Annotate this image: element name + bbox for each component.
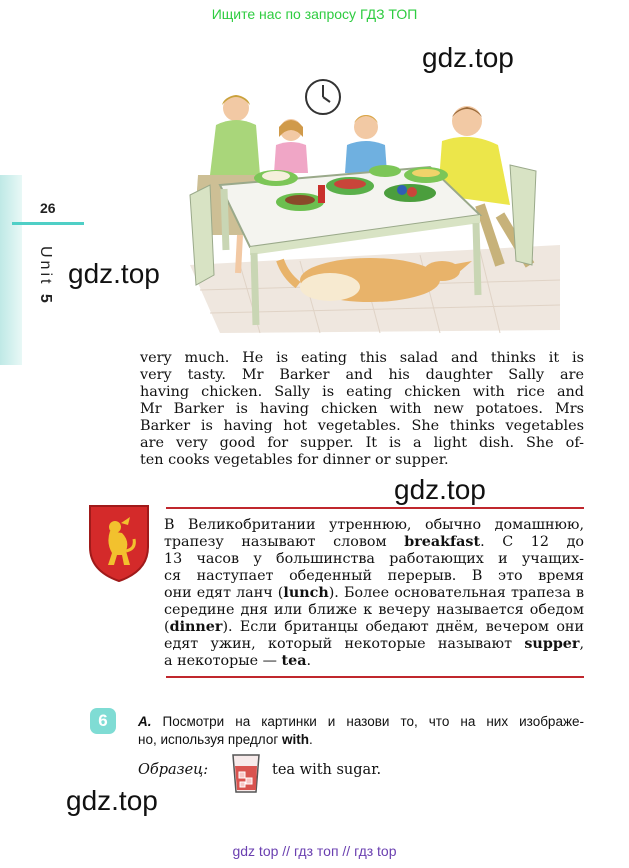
watermark: gdz.top	[422, 42, 514, 73]
info-line: ся наступает обеденный перерыв. В это время	[164, 568, 584, 584]
sample-answer: tea with sugar.	[272, 762, 382, 778]
unit-word: Unit	[37, 246, 54, 287]
info-line: они едят ланч (lunch). Более основательная трапеза в	[164, 585, 585, 601]
paragraph-line: ten cooks vegetables for dinner or supper.	[140, 452, 449, 468]
exercise-line: A. Посмотри на картинки и назови то, что на них изображе-	[138, 714, 584, 729]
info-line: едят ужин, который некоторые называют supper,	[164, 636, 584, 652]
page-number: 26	[40, 200, 56, 216]
info-box-bottom-rule	[166, 676, 584, 678]
paragraph-line: very tasty. Mr Barker and his daughter Sally are	[140, 367, 584, 383]
story-paragraph	[140, 350, 584, 469]
exercise-line: но, используя предлог with.	[138, 732, 313, 747]
exercise-number-badge: 6	[90, 708, 116, 734]
unit-label	[36, 246, 54, 306]
watermark: gdz.top	[394, 474, 486, 505]
info-line: В Великобритании утреннюю, обычно домашнюю,	[164, 517, 584, 533]
info-line: (dinner). Если британцы обедают днём, вечером они	[164, 619, 584, 635]
exercise-instructions	[138, 713, 584, 749]
lion-shield-icon	[88, 503, 150, 583]
footer-links[interactable]: gdz top // гдз топ // гдз top	[232, 843, 397, 859]
info-box-text	[164, 517, 584, 670]
watermark: gdz.top	[66, 785, 158, 816]
family-dinner-illustration	[180, 75, 570, 335]
paragraph-line: Barker is having hot vegetables. She thinks vegetables	[140, 418, 584, 434]
glass-of-tea-icon	[230, 752, 262, 794]
info-line: а некоторые — tea.	[164, 653, 312, 669]
page-number-rule	[12, 222, 84, 225]
paragraph-line: are very good for supper. It is a light dish. She of-	[140, 435, 584, 451]
sample-label: Образец:	[138, 762, 209, 778]
info-line: середине дня или ближе к вечеру называется обедом	[164, 602, 584, 618]
margin-strip	[0, 175, 22, 365]
paragraph-line: having chicken. Sally is eating chicken with rice and	[140, 384, 584, 400]
paragraph-line: very much. He is eating this salad and thinks it is	[140, 350, 584, 366]
paragraph-line: Mr Barker is having chicken with new potatoes. Mrs	[140, 401, 584, 417]
info-box-top-rule	[166, 507, 584, 509]
search-hint[interactable]: Ищите нас по запросу ГДЗ ТОП	[211, 6, 418, 22]
unit-number: 5	[37, 293, 54, 306]
info-line: 13 часов у большинства работающих и учащих-	[164, 551, 584, 567]
info-line: трапезу называют словом breakfast. С 12 до	[164, 534, 584, 550]
watermark: gdz.top	[68, 258, 160, 289]
